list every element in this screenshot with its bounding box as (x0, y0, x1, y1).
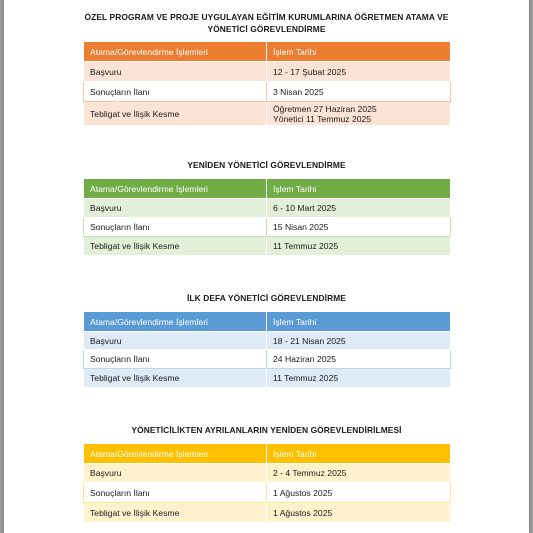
section-title-reassignment: YENİDEN YÖNETİCİ GÖREVLENDİRME (187, 160, 346, 170)
header-process: Atama/Görevlendirme İşlemleri (84, 444, 267, 464)
schedule-table-private-program (83, 41, 451, 126)
row-date: 12 - 17 Şubat 2025 (267, 62, 451, 82)
row-date: 1 Ağustos 2025 (267, 503, 451, 523)
schedule-table-returning-managers (83, 443, 451, 523)
row-date: 15 Nisan 2025 (267, 218, 451, 237)
table-row (84, 237, 451, 256)
row-date: 11 Temmuz 2025 (267, 237, 451, 256)
table-header-row (84, 312, 451, 332)
row-process: Sonuçların İlanı (84, 82, 267, 102)
section-title-line1: ÖZEL PROGRAM VE PROJE UYGULAYAN EĞİTİM KURUMLARINA ÖĞRETMEN ATAMA VE (84, 12, 449, 22)
header-date: İşlem Tarihi (267, 42, 451, 62)
schedule-table-first-assignment (83, 311, 451, 388)
row-date (267, 102, 451, 126)
section-title-first-assignment: İLK DEFA YÖNETİCİ GÖREVLENDİRME (187, 293, 346, 303)
row-date: 2 - 4 Temmuz 2025 (267, 464, 451, 483)
row-process: Başvuru (84, 332, 267, 350)
table-row (84, 483, 451, 503)
row-date: 1 Ağustos 2025 (267, 483, 451, 503)
table-row (84, 102, 451, 126)
row-process: Tebligat ve İlişik Kesme (84, 369, 267, 388)
row-process: Tebligat ve İlişik Kesme (84, 237, 267, 256)
row-process: Tebligat ve İlişik Kesme (84, 503, 267, 523)
row-date: 18 - 21 Nisan 2025 (267, 332, 451, 350)
table-row (84, 332, 451, 350)
row-date-line1: Öğretmen 27 Haziran 2025 (273, 103, 377, 114)
row-process: Sonuçların İlanı (84, 350, 267, 369)
section-title-line2: YÖNETİCİ GÖREVLENDİRME (207, 24, 326, 34)
header-date: İşlem Tarihi (267, 444, 451, 464)
table-row (84, 82, 451, 102)
row-process: Tebligat ve İlişik Kesme (84, 102, 267, 126)
row-process: Başvuru (84, 464, 267, 483)
table-row (84, 369, 451, 388)
row-date: 6 - 10 Mart 2025 (267, 199, 451, 218)
header-date: İşlem Tarihi (267, 312, 451, 332)
table-header-row (84, 42, 451, 62)
table-row (84, 503, 451, 523)
schedule-table-reassignment (83, 178, 451, 256)
row-process: Başvuru (84, 62, 267, 82)
row-process: Sonuçların İlanı (84, 483, 267, 503)
row-process: Sonuçların İlanı (84, 218, 267, 237)
row-date: 24 Haziran 2025 (267, 350, 451, 369)
row-date-line2: Yönetici 11 Temmuz 2025 (273, 113, 372, 124)
table-row (84, 199, 451, 218)
section-title-private-program (4, 11, 529, 35)
table-row (84, 62, 451, 82)
header-process: Atama/Görevlendirme İşlemleri (84, 42, 267, 62)
row-process: Başvuru (84, 199, 267, 218)
header-process: Atama/Görevlendirme İşlemleri (84, 312, 267, 332)
table-header-row (84, 444, 451, 464)
document-page (4, 0, 529, 533)
row-date: 11 Temmuz 2025 (267, 369, 451, 388)
row-date: 3 Nisan 2025 (267, 82, 451, 102)
header-date: İşlem Tarihi (267, 179, 451, 199)
table-row (84, 218, 451, 237)
table-row (84, 350, 451, 369)
section-title-returning-managers: YÖNETİCİLİKTEN AYRILANLARIN YENİDEN GÖREVLENDİRİLMESİ (131, 425, 402, 435)
header-process: Atama/Görevlendirme İşlemleri (84, 179, 267, 199)
table-row (84, 464, 451, 483)
table-header-row (84, 179, 451, 199)
